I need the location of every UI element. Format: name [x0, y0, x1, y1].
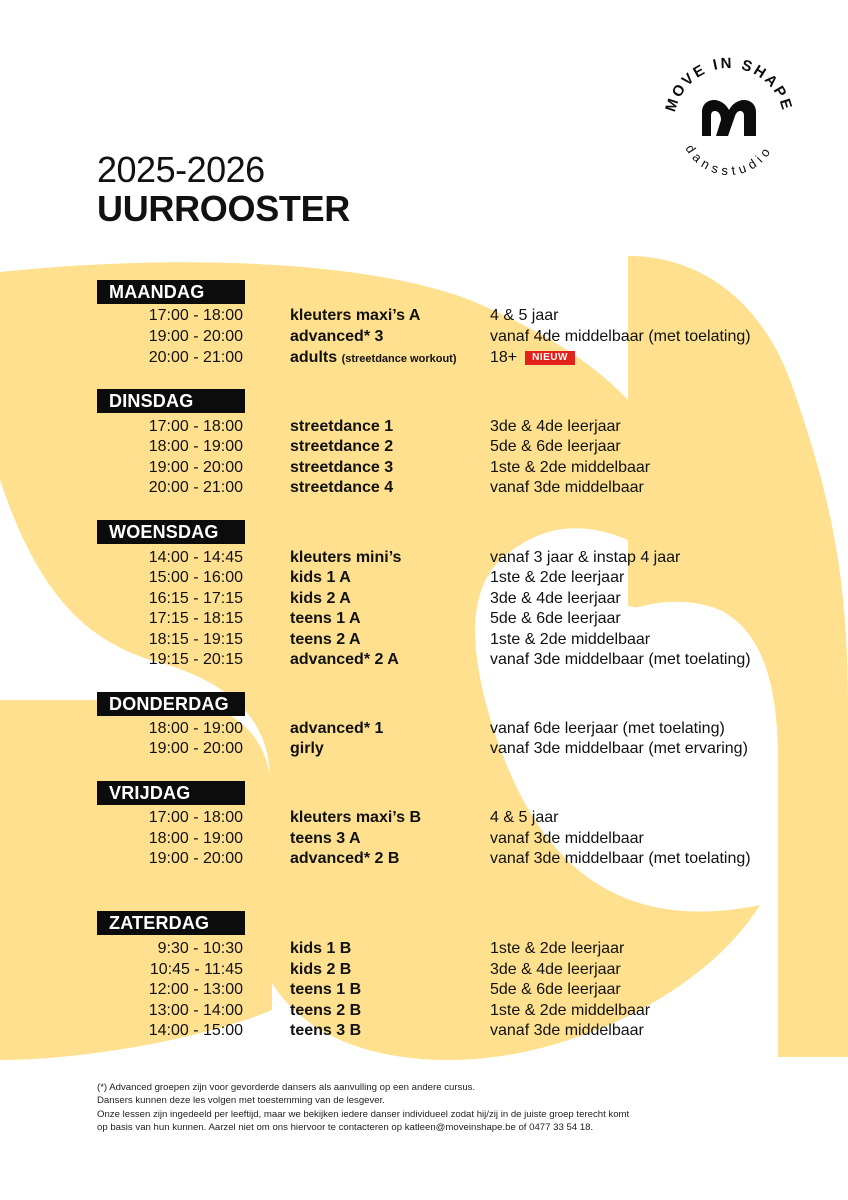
page-title: UURROOSTER — [97, 188, 351, 229]
footer-notes — [97, 1082, 757, 1134]
row-age: vanaf 6de leerjaar (met toelating) — [490, 720, 725, 737]
row-age: 5de & 6de leerjaar — [490, 438, 621, 455]
row-age: vanaf 3de middelbaar — [490, 830, 644, 847]
logo-ring-text: MOVE IN SHAPE — [662, 54, 796, 114]
schedule-row — [0, 417, 848, 437]
row-time: 17:00 - 18:00 — [148, 809, 243, 826]
schedule-row — [0, 327, 848, 347]
logo-sub-text: dansstudio — [682, 141, 776, 179]
row-time: 16:15 - 17:15 — [148, 590, 243, 607]
row-time: 9:30 - 10:30 — [157, 940, 243, 957]
row-age: vanaf 3de middelbaar — [490, 1022, 644, 1039]
schedule-row — [0, 1001, 848, 1021]
day-label-zaterdag: ZATERDAG — [97, 911, 245, 935]
schedule-row — [0, 808, 848, 828]
schedule-row — [0, 609, 848, 629]
row-class: teens 2 B — [290, 1002, 362, 1019]
day-label-woensdag: WOENSDAG — [97, 520, 245, 544]
row-class: kleuters maxi’s B — [290, 809, 422, 826]
schedule-row — [0, 548, 848, 568]
schedule-row — [0, 829, 848, 849]
row-time: 12:00 - 13:00 — [148, 981, 243, 998]
schedule-row — [0, 568, 848, 588]
row-time: 15:00 - 16:00 — [148, 569, 243, 586]
row-age: 1ste & 2de leerjaar — [490, 569, 625, 586]
row-age: vanaf 3de middelbaar (met toelating) — [490, 850, 751, 867]
row-time: 14:00 - 15:00 — [148, 1022, 243, 1039]
row-time: 17:15 - 18:15 — [148, 610, 243, 627]
row-time: 20:00 - 21:00 — [148, 349, 243, 366]
footer-note-advanced — [97, 1082, 757, 1107]
footer-line-3: Onze lessen zijn ingedeeld per leeftijd, maar we bekijken iedere danser individueel zodat hij/zij in de juiste groep terecht komt — [97, 1109, 630, 1120]
row-class: streetdance 1 — [290, 418, 394, 435]
footer-line-2: Dansers kunnen deze les volgen met toestemming van de lesgever. — [97, 1094, 385, 1106]
row-age: 1ste & 2de middelbaar — [490, 631, 651, 648]
row-age: 5de & 6de leerjaar — [490, 981, 621, 998]
row-age: vanaf 3de middelbaar — [490, 479, 644, 496]
row-time: 18:00 - 19:00 — [148, 830, 243, 847]
row-class: advanced* 2 A — [290, 651, 399, 668]
footer-line-1: (*) Advanced groepen zijn voor gevorderde dansers als aanvulling op een andere cursus. — [97, 1082, 476, 1093]
row-age-text: 18+ — [490, 349, 518, 366]
row-age: 3de & 4de leerjaar — [490, 590, 621, 607]
schedule-row — [0, 589, 848, 609]
row-time: 14:00 - 14:45 — [148, 549, 243, 566]
row-class: teens 3 A — [290, 830, 361, 847]
row-class: teens 1 A — [290, 610, 361, 627]
row-class: teens 3 B — [290, 1022, 362, 1039]
row-time: 10:45 - 11:45 — [149, 961, 243, 978]
row-class: streetdance 4 — [290, 479, 394, 496]
row-age: 1ste & 2de middelbaar — [490, 459, 651, 476]
row-age: vanaf 3de middelbaar (met toelating) — [490, 651, 751, 668]
row-class: kids 1 A — [290, 569, 351, 586]
row-time: 18:15 - 19:15 — [148, 631, 243, 648]
row-time: 17:00 - 18:00 — [148, 307, 243, 324]
row-class-name: adults — [290, 349, 338, 366]
schedule-row — [0, 1021, 848, 1041]
row-class: streetdance 3 — [290, 459, 394, 476]
row-class: kleuters maxi’s A — [290, 307, 421, 324]
row-time: 19:00 - 20:00 — [148, 328, 243, 345]
row-class: girly — [290, 740, 324, 757]
schedule-row — [0, 939, 848, 959]
new-badge: NIEUW — [525, 351, 575, 365]
schedule-row — [0, 980, 848, 1000]
row-age: 3de & 4de leerjaar — [490, 961, 621, 978]
row-time: 19:15 - 20:15 — [148, 651, 243, 668]
row-time: 19:00 - 20:00 — [148, 850, 243, 867]
row-age: 1ste & 2de leerjaar — [490, 940, 625, 957]
season-year: 2025-2026 — [97, 149, 265, 190]
day-label-vrijdag: VRIJDAG — [97, 781, 245, 805]
row-class: advanced* 2 B — [290, 850, 400, 867]
row-time: 13:00 - 14:00 — [148, 1002, 243, 1019]
day-label-maandag: MAANDAG — [97, 280, 245, 304]
row-time: 18:00 - 19:00 — [148, 720, 243, 737]
row-age: vanaf 4de middelbaar (met toelating) — [490, 328, 751, 345]
row-time: 19:00 - 20:00 — [148, 459, 243, 476]
day-label-dinsdag: DINSDAG — [97, 389, 245, 413]
row-time: 18:00 - 19:00 — [148, 438, 243, 455]
row-class-note: (streetdance workout) — [341, 353, 457, 365]
page-heading — [97, 150, 350, 228]
schedule-row — [0, 960, 848, 980]
row-age: 1ste & 2de middelbaar — [490, 1002, 651, 1019]
schedule-row — [0, 630, 848, 650]
schedule-row — [0, 719, 848, 739]
row-age: 3de & 4de leerjaar — [490, 418, 621, 435]
row-class: teens 1 B — [290, 981, 362, 998]
schedule-row — [0, 458, 848, 478]
row-time: 19:00 - 20:00 — [148, 740, 243, 757]
row-class: advanced* 3 — [290, 328, 384, 345]
row-class: kids 1 B — [290, 940, 352, 957]
row-class — [290, 348, 457, 369]
footer-note-contact — [97, 1109, 757, 1134]
row-class: advanced* 1 — [290, 720, 384, 737]
logo-mark-icon — [702, 100, 756, 136]
row-class: teens 2 A — [290, 631, 361, 648]
brand-logo — [654, 48, 804, 198]
day-label-donderdag: DONDERDAG — [97, 692, 245, 716]
row-time: 17:00 - 18:00 — [148, 418, 243, 435]
schedule-row — [0, 739, 848, 759]
footer-line-4: op basis van hun kunnen. Aarzel niet om ons hiervoor te contacteren op katleen@moveinshape.be of 0477 33 54 18. — [97, 1121, 594, 1133]
schedule-row — [0, 650, 848, 670]
schedule-row — [0, 306, 848, 326]
row-age: 4 & 5 jaar — [490, 809, 559, 826]
schedule-row — [0, 437, 848, 457]
schedule-row — [0, 849, 848, 869]
row-age — [490, 348, 575, 368]
row-class: streetdance 2 — [290, 438, 394, 455]
row-class: kids 2 A — [290, 590, 351, 607]
row-class: kleuters mini’s — [290, 549, 402, 566]
row-class: kids 2 B — [290, 961, 352, 978]
row-age: 4 & 5 jaar — [490, 307, 559, 324]
row-time: 20:00 - 21:00 — [148, 479, 243, 496]
row-age: vanaf 3 jaar & instap 4 jaar — [490, 549, 681, 566]
row-age: 5de & 6de leerjaar — [490, 610, 621, 627]
schedule-row — [0, 348, 848, 368]
schedule-row — [0, 478, 848, 498]
row-age: vanaf 3de middelbaar (met ervaring) — [490, 740, 748, 757]
